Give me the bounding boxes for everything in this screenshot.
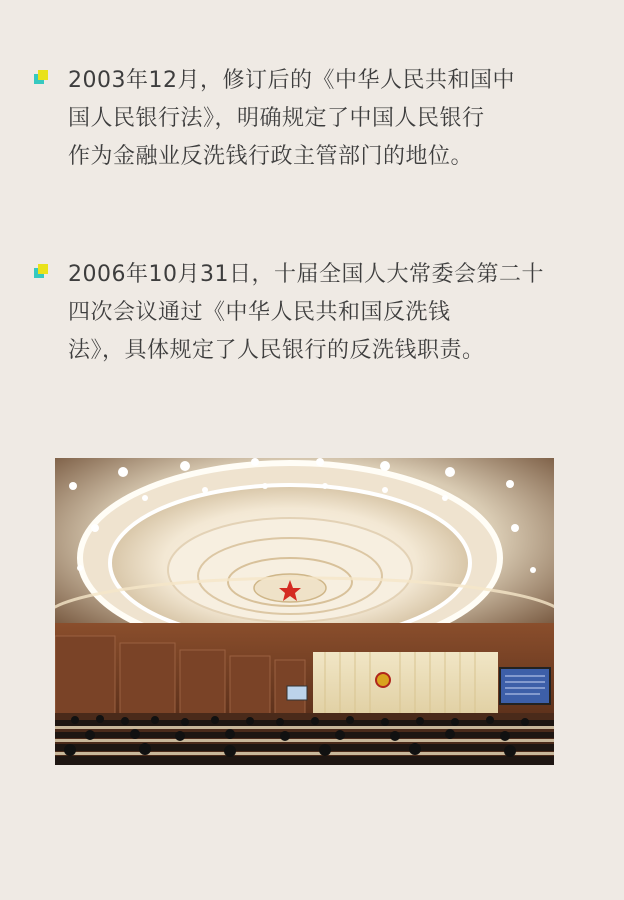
text-line: 法》，具体规定了人民银行的反洗钱职责。	[68, 338, 485, 363]
paragraph-item-2006	[34, 256, 594, 370]
text-line: 四次会议通过《中华人民共和国反洗钱	[68, 300, 451, 325]
text-line: 2003年12月，修订后的《中华人民共和国中	[68, 68, 515, 93]
text-line: 国人民银行法》，明确规定了中国人民银行	[68, 106, 485, 131]
square-bullet-icon	[34, 70, 48, 84]
text-line: 2006年10月31日，十届全国人大常委会第二十	[68, 262, 544, 287]
bullet-yellow-square	[38, 264, 48, 274]
paragraph-text	[68, 256, 594, 370]
text-line: 作为金融业反洗钱行政主管部门的地位。	[68, 144, 474, 169]
paragraph-item-2003	[34, 62, 594, 176]
bullet-yellow-square	[38, 70, 48, 80]
assembly-hall-photo	[55, 458, 554, 765]
hall-illustration	[55, 458, 554, 765]
paragraph-text	[68, 62, 594, 176]
square-bullet-icon	[34, 264, 48, 278]
